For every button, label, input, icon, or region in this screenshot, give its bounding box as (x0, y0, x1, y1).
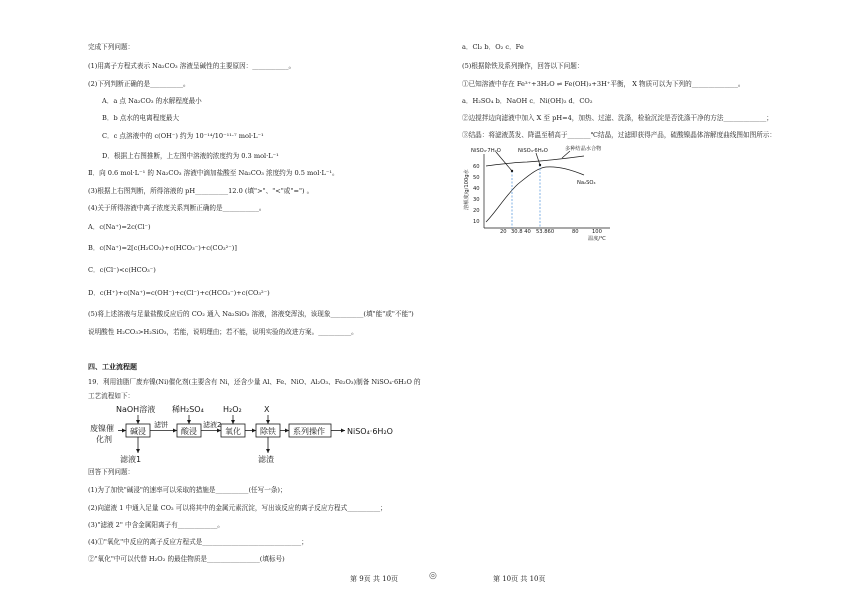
graph-ylabel: 溶解度/g/100g水 (464, 169, 470, 210)
process-flowchart (88, 402, 458, 464)
options-line: a．Cl₂ b．O₂ c．Fe (462, 43, 524, 51)
graph-label-a: NiSO₄·7H₂O (471, 148, 501, 154)
xtick-20: 20 (500, 229, 507, 235)
label-c-leader (562, 151, 570, 158)
section-title: 四、工业流程题 (88, 362, 137, 371)
label-a-leader (496, 152, 512, 171)
q4-option-d: D．c(H⁺)+c(Na⁺)=c(OH⁻)+c(Cl⁻)+c(HCO₃⁻)+c(CO₃²⁻) (88, 289, 270, 297)
xtick-53: 53.860 (536, 229, 555, 235)
flow-byproduct-1: 滤液1 (120, 455, 142, 464)
option-d: D．根据上右图推断，上左图中溶液的浓度约为 0.3 mol·L⁻¹ (102, 152, 279, 160)
question-5-cont: 说明酸性 H₂CO₃>H₂SiO₃，若能，说明理由；若不能，说明实验的改进方案。__________。 (88, 328, 358, 336)
answer-prompt: 回答下列问题： (88, 468, 135, 476)
flow-step-1: 碱浸 (130, 427, 146, 436)
flow-reagent-2: 稀H₂SO₄ (172, 405, 204, 414)
flow-step-2: 酸浸 (181, 427, 197, 436)
q19-sub-3: (3)"滤液 2" 中含金属阳离子有____________。 (88, 521, 224, 529)
q19-stem-cont: 工艺流程如下： (88, 392, 135, 400)
flow-product: NiSO₄·6H₂O (347, 427, 393, 436)
flow-reagent-3: H₂O₂ (223, 405, 242, 414)
page-separator-icon: ◎ (429, 571, 437, 581)
option-b: B．b 点水的电离程度最大 (102, 114, 180, 122)
option-c: C．c 点溶液中的 c(OH⁻) 约为 10⁻¹⁴/10⁻¹¹·⁷ mol·L⁻¹ (102, 132, 264, 140)
graph-label-b: NiSO₄·6H₂O (518, 148, 548, 154)
graph-label-d: Na₂SO₄ (577, 180, 596, 186)
question-1: (1)用离子方程式表示 Na₂CO₃ 溶液呈碱性的主要原因：___________。 (88, 62, 296, 70)
flow-arrow-label-1: 滤饼 (154, 421, 168, 429)
q4-option-b: B．c(Na⁺)=2[c(H₂CO₃)+c(HCO₃⁻)+c(CO₃²⁻)] (88, 244, 237, 252)
flow-arrow-label-2: 滤液2 (203, 421, 222, 429)
flow-step-4: 除铁 (260, 427, 276, 436)
solubility-curve (486, 167, 584, 222)
sub-question-3: ③结晶：将滤液蒸发、降温至稍高于_______℃结晶，过滤即获得产品，硫酸镍晶体溶解度曲线图如图所示： (462, 131, 776, 139)
flow-byproduct-4: 滤渣 (258, 455, 274, 464)
flow-step-5: 系列操作 (293, 427, 325, 436)
graph-label-c: 多种结晶水合物 (565, 146, 602, 152)
ytick-50: 50 (473, 175, 480, 181)
ytick-20: 20 (473, 208, 480, 214)
ytick-40: 40 (473, 186, 480, 192)
flow-start-1: 废镍催 (90, 424, 114, 433)
option-a: A．a 点 Na₂CO₃ 的水解程度最小 (102, 97, 202, 105)
flow-step-3: 氧化 (225, 427, 241, 436)
sub-question-2: ②边搅拌边向滤液中加入 X 至 pH=4，加热、过滤、洗涤，检验沉淀是否洗涤干净的方法_____________； (462, 114, 773, 122)
flow-reagent-1: NaOH溶液 (116, 405, 156, 414)
part-ii: Ⅱ．向 0.6 mol·L⁻¹ 的 Na₂CO₃ 溶液中滴加盐酸至 Na₂CO₃ 浓度约为 0.5 mol·L⁻¹。 (88, 169, 339, 177)
xtick-80: 80 (572, 229, 579, 235)
sub-question-1-options: a．H₂SO₄ b．NaOH c．Ni(OH)₂ d．CO₂ (462, 97, 593, 105)
question-5-right: (5)根据除铁及系列操作，回答以下问题： (462, 62, 584, 70)
q19-stem: 19．利用油脂厂废弃镍(Ni)催化剂(主要含有 Ni，还含少量 Al、Fe、NiO、Al₂O₃、Fe₂O₃)制备 NiSO₄·6H₂O 的 (88, 378, 421, 386)
question-3: (3)根据上右图判断，所得溶液的 pH__________12.0 (填">"、"<"或"=") 。 (88, 187, 314, 195)
xtick-30: 30.8 40 (511, 229, 531, 235)
intro-text: 完成下列问题： (88, 43, 135, 51)
ytick-30: 30 (473, 197, 480, 203)
flow-reagent-4: X (264, 405, 270, 414)
ytick-10: 10 (473, 219, 480, 225)
q19-sub-4b: ②"氧化"中可以代替 H₂O₂ 的最佳物质是________________(填标号) (88, 555, 285, 563)
transition-point-2 (539, 164, 541, 166)
sub-question-1: ①已知溶液中存在 Fe³⁺+3H₂O ⇌ Fe(OH)₃+3H⁺平衡， X 物质可以为下列的______________。 (462, 80, 745, 88)
question-5: (5)将上述溶液与足量盐酸反应后的 CO₂ 通入 Na₂SiO₃ 溶液，溶液变浑浊，该现象__________(填"能"或"不能") (88, 310, 414, 318)
transition-point-1 (511, 170, 513, 172)
question-4: (4)关于所得溶液中离子浓度关系判断正确的是___________。 (88, 204, 266, 212)
question-2: (2)下列判断正确的是__________。 (88, 80, 190, 88)
q4-option-a: A．c(Na⁺)=2c(Cl⁻) (88, 223, 151, 231)
page-number-left: 第 9页 共 10页 (350, 575, 399, 583)
solubility-graph (462, 140, 642, 245)
q19-sub-4a: (4)①"氧化"中反应的离子反应方程式是______________________________； (88, 538, 308, 546)
ytick-60: 60 (473, 164, 480, 170)
q4-option-c: C．c(Cl⁻)<c(HCO₃⁻) (88, 266, 156, 274)
flow-start-2: 化剂 (96, 435, 112, 444)
xtick-100: 100 (592, 229, 602, 235)
graph-xlabel: 温度/℃ (588, 236, 606, 242)
page-number-right: 第 10页 共 10页 (493, 575, 546, 583)
q19-sub-1: (1)为了加快"碱浸"的速率可以采取的措施是__________(任写一条)； (88, 486, 287, 494)
q19-sub-2: (2)向滤液 1 中通入足量 CO₂ 可以将其中的金属元素沉淀，写出该反应的离子反应方程式__________； (88, 504, 387, 512)
label-b-leader (536, 153, 540, 165)
